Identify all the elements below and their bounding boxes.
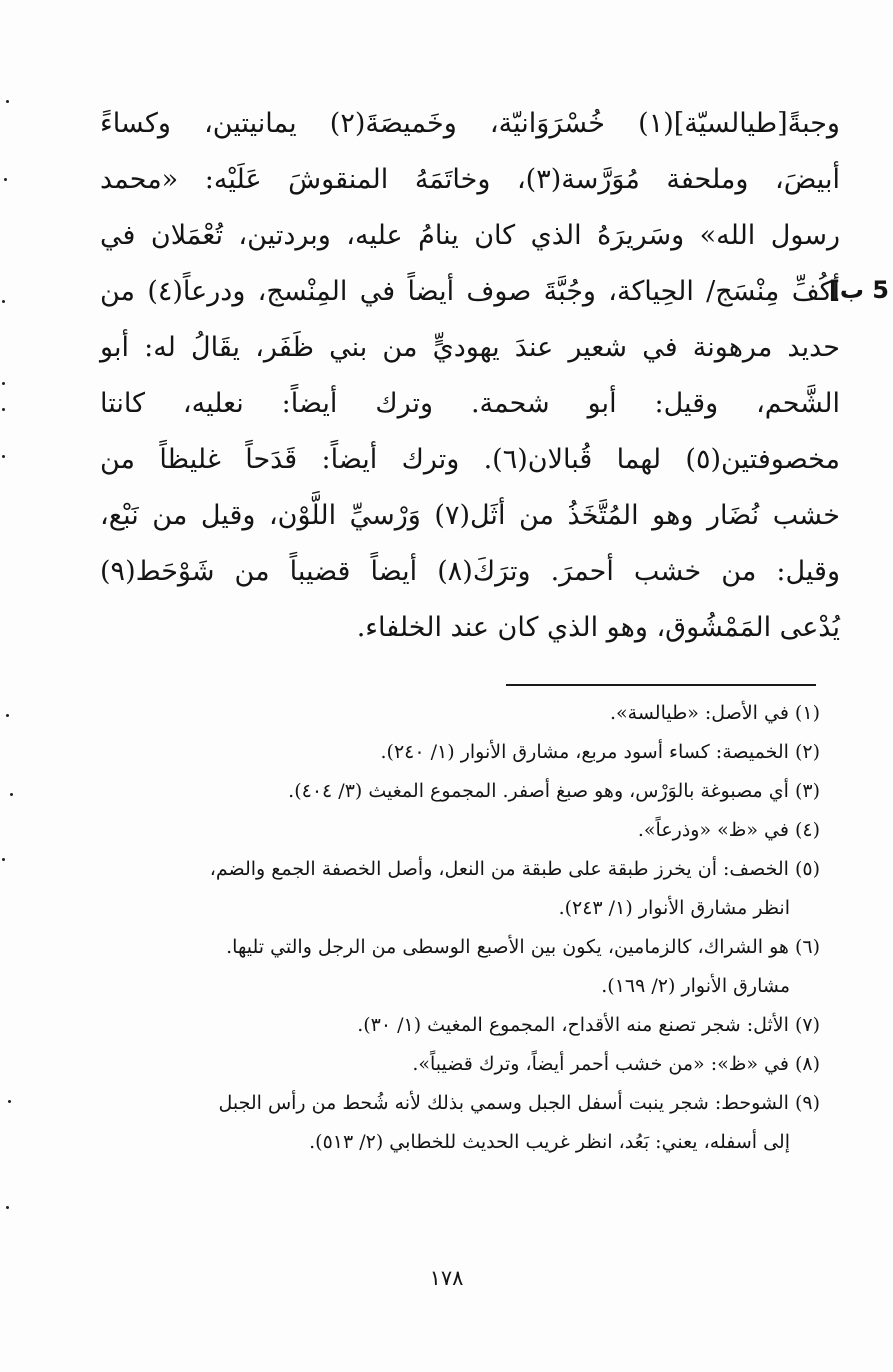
main-text-line: مخصوفتين(٥) لهما قُبالان(٦). وترك أيضاً: قَدَحاً غليظاً من — [100, 444, 840, 475]
scan-speck — [6, 714, 9, 717]
scan-speck — [2, 455, 5, 458]
scan-speck — [8, 1100, 11, 1103]
main-text-line: حديد مرهونة في شعير عندَ يهوديٍّ من بني ظَفَر، يقَالُ له: أبو — [100, 332, 840, 363]
scan-speck — [2, 300, 5, 303]
scan-speck — [2, 382, 5, 385]
main-text-block — [100, 96, 840, 656]
main-text-line: أبيضَ، وملحفة مُوَرَّسة(٣)، وخاتَمَهُ المنقوشَ عَلَيْه: «محمد — [100, 164, 840, 195]
main-text-line: وقيل: من خشب أحمرَ. وترَكَ(٨) أيضاً قضيباً من شَوْحَط(٩) — [100, 556, 840, 587]
footnote-1: (١) في الأصل: «طيالسة». — [610, 702, 820, 724]
footnote-5-continuation: انظر مشارق الأنوار (١/ ٢٤٣). — [558, 897, 790, 919]
footnotes-block — [100, 694, 820, 1162]
footnote-7: (٧) الأثل: شجر تصنع منه الأقداح، المجموع المغيث (١/ ٣٠). — [357, 1014, 820, 1036]
footnote-3: (٣) أي مصبوغة بالوَرْس، وهو صبغ أصفر. المجموع المغيث (٣/ ٤٠٤). — [288, 780, 820, 802]
footnote-5: (٥) الخصف: أن يخرز طبقة على طبقة من النعل، وأصل الخصفة الجمع والضم، — [209, 858, 820, 880]
main-text-line: خشب نُضَار وهو المُتَّخَذُ من أثَل(٧) وَرْسيِّ اللَّوْن، وقيل من نَبْع، — [100, 500, 840, 531]
main-text-line: أكُفِّ مِنْسَج/ الحِياكة، وجُبَّةَ صوف أيضاً في المِنْسج، ودرعاً(٤) من — [100, 276, 840, 307]
main-text-line: رسول الله» وسَريرَهُ الذي كان ينامُ عليه، وبردتين، تُعْمَلان في — [100, 220, 840, 251]
footnote-separator — [506, 684, 816, 686]
main-text-line: يُدْعى المَمْشُوق، وهو الذي كان عند الخلفاء. — [356, 612, 840, 643]
footnote-4: (٤) في «ظ» «وذرعاً». — [637, 819, 820, 841]
scan-speck — [2, 858, 5, 861]
page-number: ١٧٨ — [429, 1266, 464, 1290]
scan-speck — [6, 100, 9, 103]
margin-folio-note: 5 ب] — [828, 276, 889, 304]
footnote-9-continuation: إلى أسفله، يعني: بَعُد، انظر غريب الحديث للخطابي (٢/ ٥١٣). — [309, 1131, 790, 1153]
scan-speck — [2, 408, 5, 411]
main-text-line: وجبةً[طيالسيّة](١) خُسْرَوَانيّة، وخَميصَةَ(٢) يمانيتين، وكساءً — [100, 108, 840, 139]
footnote-6: (٦) هو الشراك، كالزمامين، يكون بين الأصبع الوسطى من الرجل والتي تليها. — [226, 936, 820, 958]
footnote-9: (٩) الشوحط: شجر ينبت أسفل الجبل وسمي بذلك لأنه شُحط من رأس الجبل — [218, 1092, 820, 1114]
scan-speck — [10, 793, 13, 796]
scan-speck — [4, 178, 7, 181]
footnote-6-continuation: مشارق الأنوار (٢/ ١٦٩). — [601, 975, 790, 997]
scan-speck — [6, 1206, 9, 1209]
footnote-2: (٢) الخميصة: كساء أسود مربع، مشارق الأنوار (١/ ٢٤٠). — [380, 741, 820, 763]
main-text-line: الشَّحم، وقيل: أبو شحمة. وترك أيضاً: نعليه، كانتا — [100, 388, 840, 419]
footnote-8: (٨) في «ظ»: «من خشب أحمر أيضاً، وترك قضيباً». — [412, 1053, 820, 1075]
